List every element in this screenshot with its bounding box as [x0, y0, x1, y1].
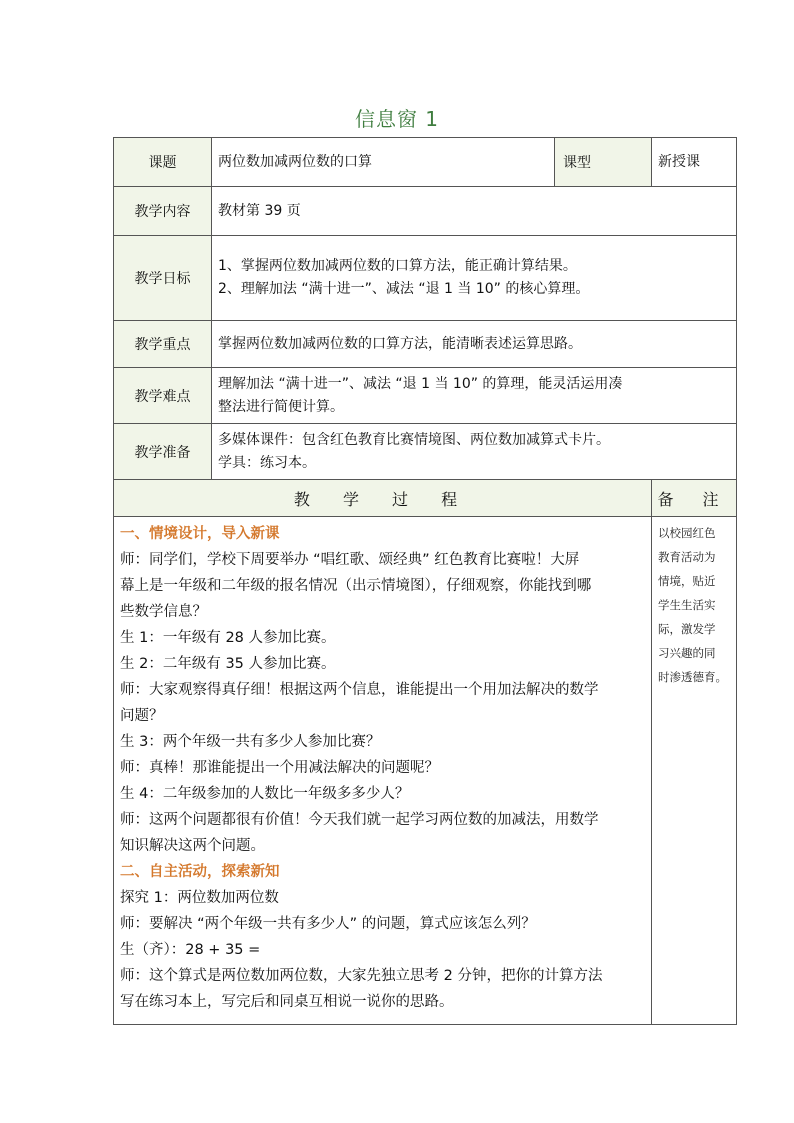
- difficulty-label: 教学难点: [114, 368, 212, 424]
- process-line: 师：同学们，学校下周要举办 “唱红歌、颂经典” 红色教育比赛啦！大屏: [120, 552, 580, 568]
- key-row: [114, 321, 737, 368]
- topic-row: [114, 138, 737, 187]
- goal-line: 2、理解加法 “满十进一”、减法 “退 1 当 10” 的核心算理。: [218, 281, 590, 297]
- process-line: 幕上是一年级和二年级的报名情况（出示情境图），仔细观察，你能找到哪: [120, 578, 592, 594]
- type-value: 新授课: [652, 138, 737, 187]
- process-body-row: [114, 517, 737, 1025]
- notes-content: [652, 517, 737, 1025]
- difficulty-value: [212, 368, 737, 424]
- process-header-row: [114, 480, 737, 517]
- goal-row: [114, 236, 737, 321]
- section-heading: 一、情境设计，导入新课: [120, 526, 280, 542]
- process-line: 师：这个算式是两位数加两位数，大家先独立思考 2 分钟，把你的计算方法: [120, 968, 603, 984]
- process-line: 师：大家观察得真仔细！根据这两个信息，谁能提出一个用加法解决的数学: [120, 682, 599, 698]
- note-line: 教育活动为: [658, 550, 716, 564]
- key-value: 掌握两位数加减两位数的口算方法，能清晰表述运算思路。: [212, 321, 737, 368]
- content-label: 教学内容: [114, 187, 212, 236]
- section-heading: 二、自主活动，探索新知: [120, 864, 280, 880]
- note-line: 情境，贴近: [658, 574, 716, 588]
- key-label: 教学重点: [114, 321, 212, 368]
- process-line: 生 3：两个年级一共有多少人参加比赛？: [120, 734, 381, 750]
- notes-header: 备 注: [652, 480, 737, 517]
- process-line: 知识解决这两个问题。: [120, 838, 265, 854]
- process-line: 生 2：二年级有 35 人参加比赛。: [120, 656, 336, 672]
- note-line: 习兴趣的同: [658, 646, 716, 660]
- difficulty-line: 理解加法 “满十进一”、减法 “退 1 当 10” 的算理，能灵活运用凑: [218, 375, 623, 392]
- type-label: 课型: [555, 138, 652, 187]
- process-lines: [120, 521, 645, 1015]
- difficulty-line: 整法进行简便计算。: [218, 398, 344, 415]
- page-title: 信息窗 1: [354, 107, 440, 131]
- process-line: 探究 1：两位数加两位数: [120, 890, 279, 906]
- goal-value: [212, 236, 737, 321]
- process-line: 生 4：二年级参加的人数比一年级多多少人？: [120, 786, 410, 802]
- process-line: 些数学信息？: [120, 604, 207, 620]
- goal-line: 1、掌握两位数加减两位数的口算方法，能正确计算结果。: [218, 258, 577, 274]
- note-line: 际，激发学: [658, 622, 716, 636]
- topic-label: 课题: [114, 138, 212, 187]
- process-header: 教 学 过 程: [114, 480, 652, 517]
- process-line: 师：要解决 “两个年级一共有多少人” 的问题，算式应该怎么列？: [120, 916, 536, 932]
- prep-value: [212, 424, 737, 480]
- process-line: 生（齐）：28 + 35 =: [120, 942, 261, 958]
- topic-value: 两位数加减两位数的口算: [212, 138, 555, 187]
- difficulty-row: [114, 368, 737, 424]
- process-line: 师：真棒！那谁能提出一个用减法解决的问题呢？: [120, 760, 439, 776]
- process-line: 问题？: [120, 708, 164, 724]
- process-content: [114, 517, 652, 1025]
- process-line: 生 1：一年级有 28 人参加比赛。: [120, 630, 336, 646]
- prep-row: [114, 424, 737, 480]
- note-line: 以校园红色: [658, 526, 716, 540]
- lesson-plan-table: [113, 137, 737, 1025]
- prep-line: 多媒体课件：包含红色教育比赛情境图、两位数加减算式卡片。: [218, 431, 610, 448]
- note-line: 学生生活实: [658, 598, 716, 612]
- content-value: 教材第 39 页: [212, 187, 737, 236]
- prep-line: 学具：练习本。: [218, 454, 316, 471]
- notes-lines: [658, 521, 733, 689]
- process-line: 写在练习本上，写完后和同桌互相说一说你的思路。: [120, 994, 454, 1010]
- prep-label: 教学准备: [114, 424, 212, 480]
- content-row: [114, 187, 737, 236]
- process-line: 师：这两个问题都很有价值！今天我们就一起学习两位数的加减法，用数学: [120, 812, 599, 828]
- note-line: 时渗透德育。: [658, 670, 727, 684]
- goal-label: 教学日标: [114, 236, 212, 321]
